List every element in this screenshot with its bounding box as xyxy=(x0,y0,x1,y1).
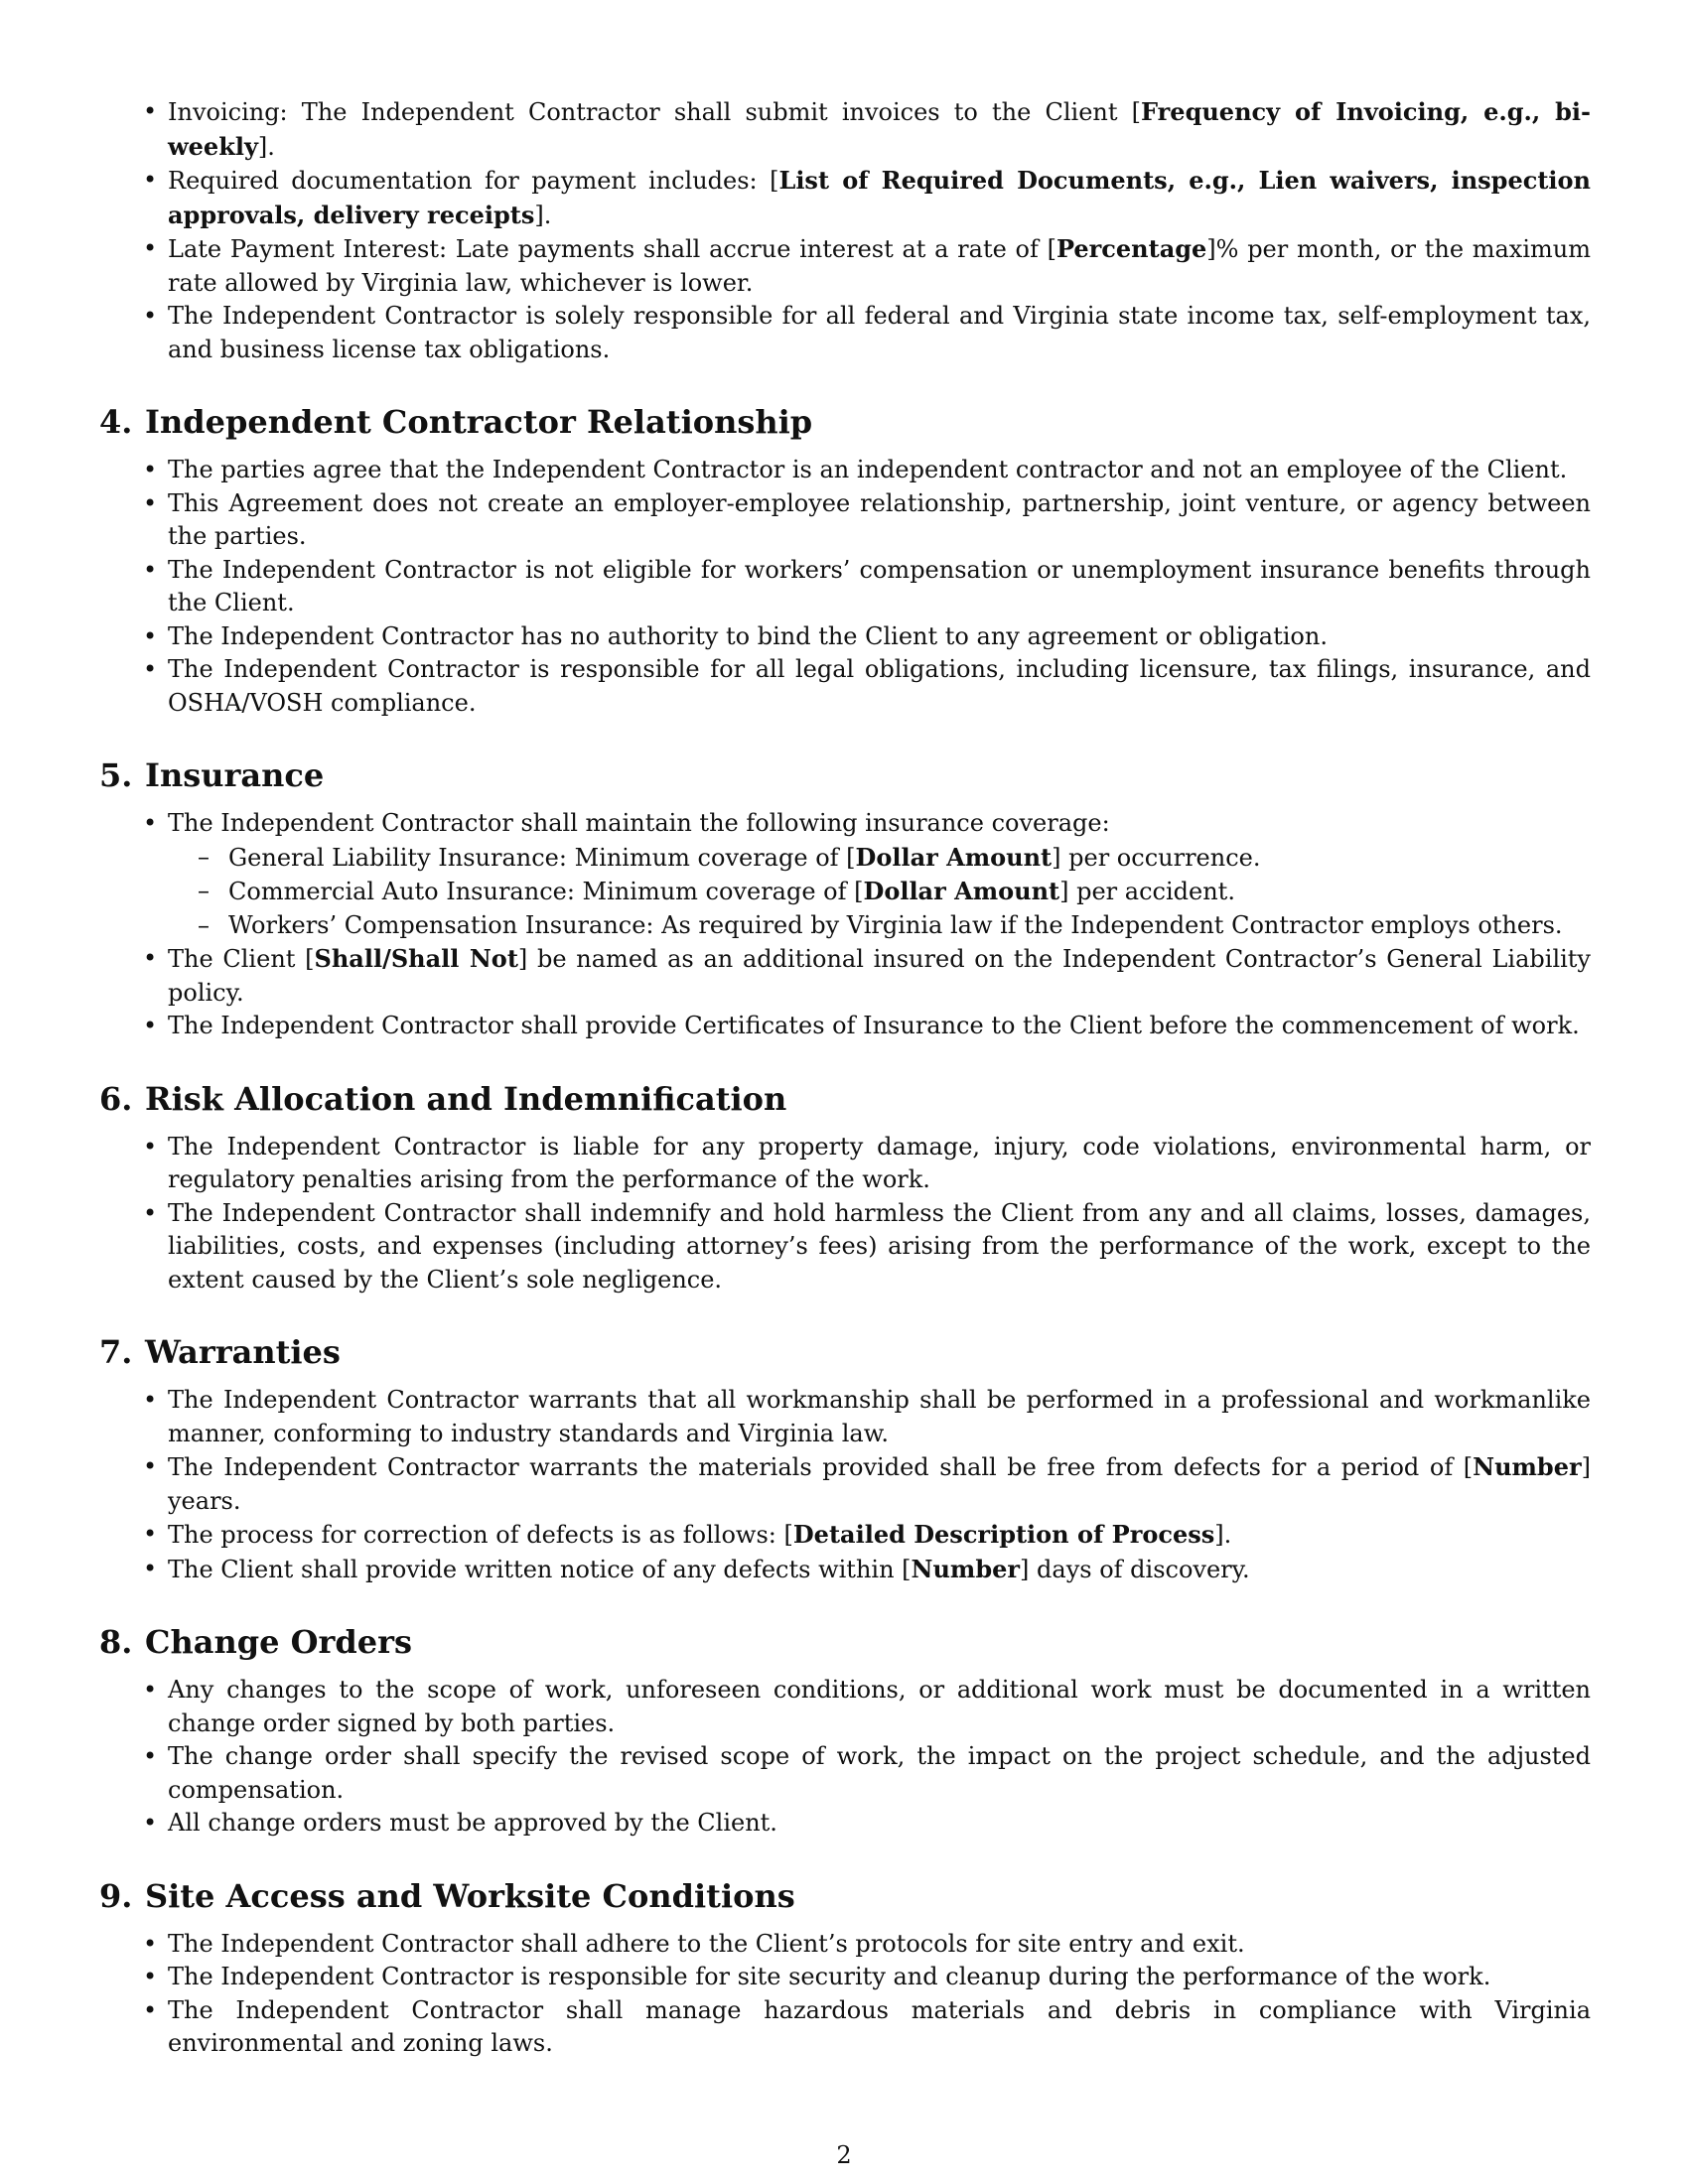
commercial-auto-text-end: ] per accident. xyxy=(1059,878,1235,905)
workers-comp-item xyxy=(168,909,1591,943)
defect-process-text: The process for correction of defects is as follows: [ xyxy=(168,1521,793,1549)
insurance-coverage-item xyxy=(99,807,1591,942)
general-liability-text: General Liability Insurance: Minimum coverage of [ xyxy=(228,843,856,872)
list-item: • This Agreement does not create an employer-employee relationship, partnership, joint venture, or agency between the parties. xyxy=(99,487,1591,554)
list-item: • The Independent Contractor shall manage hazardous materials and debris in compliance with Virginia environmental and zoning laws. xyxy=(99,1994,1591,2061)
dollar-amount-placeholder: Dollar Amount xyxy=(863,877,1060,905)
dollar-amount-placeholder: Dollar Amount xyxy=(855,842,1053,872)
section-4-title: Independent Contractor Relationship xyxy=(145,403,813,441)
section-4-list xyxy=(99,454,1591,720)
section-9-heading xyxy=(99,1876,1591,1916)
general-liability-text-end: ] per occurrence. xyxy=(1052,843,1261,872)
section-7-number: 7. xyxy=(99,1333,133,1371)
list-item: • The parties agree that the Independent Contractor is an independent contractor and not an employee of the Client. xyxy=(99,454,1591,487)
materials-warranty-text: The Independent Contractor warrants the materials provided shall be free from defects for a period of [ xyxy=(168,1453,1474,1481)
tax-responsibility-item xyxy=(99,300,1591,366)
section-9-title: Site Access and Worksite Conditions xyxy=(145,1876,795,1915)
section-9-number: 9. xyxy=(99,1876,133,1915)
required-docs-text-end: ]. xyxy=(534,201,552,229)
materials-warranty-text-end: ] years. xyxy=(168,1453,1591,1515)
section-5-number: 5. xyxy=(99,756,133,794)
insurance-intro-text: The Independent Contractor shall maintain the following insurance coverage: xyxy=(168,809,1110,837)
required-docs-placeholder: List of Required Documents, e.g., Lien waivers, inspection approvals, delivery receipts xyxy=(168,166,1591,229)
list-item: • The Independent Contractor shall adhere to the Client’s protocols for site entry and exit. xyxy=(99,1928,1591,1962)
list-item: • The Independent Contractor is not eligible for workers’ compensation or unemployment insurance benefits through the Client. xyxy=(99,554,1591,620)
number-placeholder: Number xyxy=(911,1554,1021,1583)
list-item: • The Independent Contractor is responsible for all legal obligations, including licensure, tax filings, insurance, and OSHA/VOSH compliance. xyxy=(99,653,1591,720)
certificates-item: • The Independent Contractor shall provide Certificates of Insurance to the Client before the commencement of work. xyxy=(99,1010,1591,1043)
section-8-heading xyxy=(99,1622,1591,1662)
list-item: • The Independent Contractor is liable for any property damage, injury, code violations, environmental harm, or regulatory penalties arising from the performance of the work. xyxy=(99,1131,1591,1197)
list-item: • The change order shall specify the revised scope of work, the impact on the project schedule, and the adjusted compensation. xyxy=(99,1740,1591,1807)
late-payment-text: Late Payment Interest: Late payments shall accrue interest at a rate of [ xyxy=(168,235,1056,263)
list-item: • The Independent Contractor is responsible for site security and cleanup during the performance of the work. xyxy=(99,1961,1591,1994)
section-8-list xyxy=(99,1674,1591,1841)
defect-notice-text-end: ] days of discovery. xyxy=(1020,1555,1250,1583)
defect-notice-text: The Client shall provide written notice of any defects within [ xyxy=(168,1555,912,1583)
late-payment-text-end: ]% per month, or the maximum rate allowed by Virginia law, whichever is lower. xyxy=(168,235,1591,297)
defect-process-item xyxy=(99,1518,1591,1553)
additional-insured-text-end: ] be named as an additional insured on the Independent Contractor’s General Liability policy. xyxy=(168,945,1591,1007)
late-payment-item xyxy=(99,232,1591,300)
defect-notice-item xyxy=(99,1553,1591,1587)
section-7-list xyxy=(99,1384,1591,1586)
tax-responsibility-text: The Independent Contractor is solely responsible for all federal and Virginia state income tax, self-employment tax, and business license tax obligations. xyxy=(168,302,1591,363)
list-item: • Any changes to the scope of work, unforeseen conditions, or additional work must be documented in a written change order signed by both parties. xyxy=(99,1674,1591,1740)
section-5-heading xyxy=(99,755,1591,795)
section-4-heading xyxy=(99,402,1591,442)
percentage-placeholder: Percentage xyxy=(1055,234,1207,263)
workmanship-item: • The Independent Contractor warrants that all workmanship shall be performed in a professional and workmanlike manner, conforming to industry standards and Virginia law. xyxy=(99,1384,1591,1450)
section-7-heading xyxy=(99,1332,1591,1372)
list-item: • The Independent Contractor has no authority to bind the Client to any agreement or obligation. xyxy=(99,620,1591,654)
commercial-auto-item xyxy=(168,875,1591,909)
invoicing-text: Invoicing: The Independent Contractor shall submit invoices to the Client [ xyxy=(168,98,1142,126)
section-6-heading xyxy=(99,1079,1591,1119)
list-item: • The Independent Contractor shall indemnify and hold harmless the Client from any and all claims, losses, damages, liabilities, costs, and expenses (including attorney’s fees) arising from the performance of the work, except to the extent caused by the Client’s sole negligence. xyxy=(99,1197,1591,1297)
invoicing-item xyxy=(99,95,1591,164)
section-5-list xyxy=(99,807,1591,1043)
additional-insured-text: The Client [ xyxy=(168,945,315,973)
insurance-sublist xyxy=(168,841,1591,943)
section-6-list xyxy=(99,1131,1591,1297)
section-5-title: Insurance xyxy=(145,756,325,794)
section-6-number: 6. xyxy=(99,1079,133,1118)
process-description-placeholder: Detailed Description of Process xyxy=(792,1520,1215,1549)
list-item: • All change orders must be approved by the Client. xyxy=(99,1807,1591,1841)
document-page xyxy=(99,95,1591,2061)
page-number: 2 xyxy=(836,2141,852,2169)
shall-placeholder: Shall/Shall Not xyxy=(314,944,518,973)
section-7-title: Warranties xyxy=(145,1333,341,1371)
invoicing-text-end: ]. xyxy=(257,132,275,161)
section-8-title: Change Orders xyxy=(145,1623,412,1661)
invoicing-frequency-placeholder: Frequency of Invoicing, e.g., bi-weekly xyxy=(168,97,1591,161)
required-docs-text: Required documentation for payment includes: [ xyxy=(168,167,779,195)
number-placeholder: Number xyxy=(1473,1452,1582,1481)
general-liability-item xyxy=(168,841,1591,876)
materials-warranty-item xyxy=(99,1450,1591,1518)
section-8-number: 8. xyxy=(99,1623,133,1661)
workers-comp-text: Workers’ Compensation Insurance: As required by Virginia law if the Independent Contractor employs others. xyxy=(228,910,1563,939)
defect-process-text-end: ]. xyxy=(1214,1521,1232,1549)
section-6-title: Risk Allocation and Indemnification xyxy=(145,1079,787,1118)
required-docs-item xyxy=(99,164,1591,232)
section-4-number: 4. xyxy=(99,403,133,441)
section-9-list xyxy=(99,1928,1591,2061)
commercial-auto-text: Commercial Auto Insurance: Minimum coverage of [ xyxy=(228,878,864,905)
payment-terms-list xyxy=(99,95,1591,366)
additional-insured-item xyxy=(99,942,1591,1010)
